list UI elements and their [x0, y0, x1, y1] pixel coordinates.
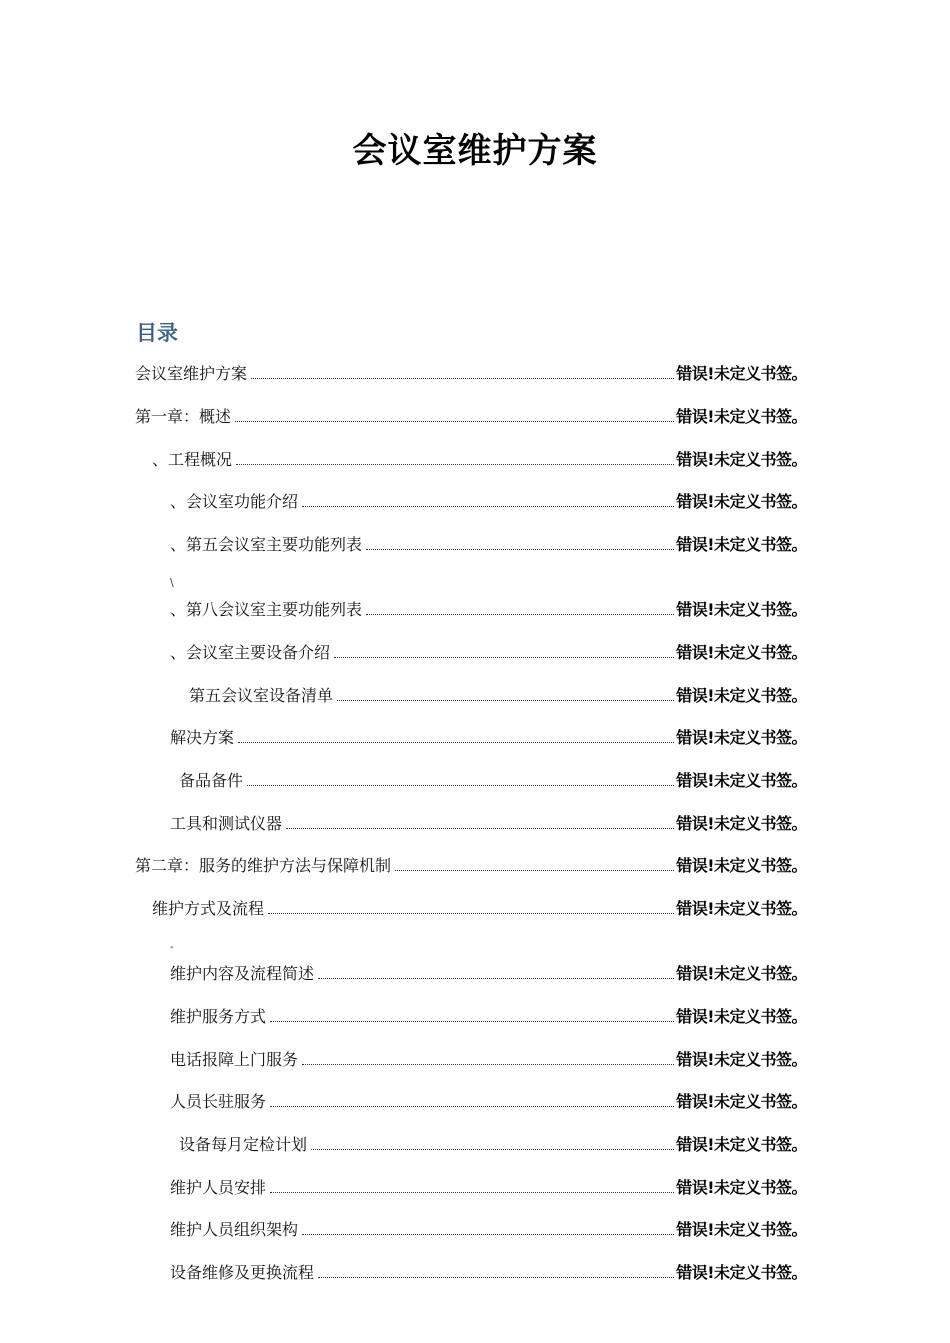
toc-page-reference: 错误!未定义书签。 [676, 1263, 807, 1282]
toc-dot-leader [270, 1021, 674, 1022]
toc-entry-label: 、会议室主要设备介绍 [170, 643, 331, 662]
toc-entry-label: 、会议室功能介绍 [170, 492, 299, 511]
toc-entry[interactable] [152, 445, 807, 471]
toc-page-reference: 错误!未定义书签。 [676, 728, 807, 747]
toc-dot-leader [286, 828, 674, 829]
toc-entry-label: 电话报障上门服务 [170, 1050, 299, 1069]
toc-entry[interactable] [170, 723, 807, 749]
toc-page-reference: 错误!未定义书签。 [676, 771, 807, 790]
toc-entry-label: 、工程概况 [152, 450, 233, 469]
toc-dot-leader [395, 870, 674, 871]
toc-page-reference: 错误!未定义书签。 [676, 407, 807, 426]
toc-entry[interactable] [170, 1258, 807, 1284]
toc-entry-label: 工具和测试仪器 [170, 814, 283, 833]
toc-page-reference: 错误!未定义书签。 [676, 686, 807, 705]
toc-dot-leader [334, 657, 674, 658]
toc-dot-leader [270, 1106, 674, 1107]
toc-dot-leader [238, 742, 674, 743]
toc-entry[interactable] [170, 530, 807, 556]
toc-entry-label: 第二章：服务的维护方法与保障机制 [135, 856, 392, 875]
toc-entry[interactable] [170, 1045, 807, 1071]
toc-entry[interactable] [135, 359, 807, 385]
toc-entry-label: 人员长驻服务 [170, 1092, 267, 1111]
toc-entry[interactable] [170, 595, 807, 621]
toc-entry-label: 设备维修及更换流程 [170, 1263, 315, 1282]
toc-dot-leader [302, 1234, 674, 1235]
toc-entry[interactable] [179, 766, 807, 792]
toc-entry[interactable] [170, 638, 807, 664]
toc-entry[interactable] [170, 1173, 807, 1199]
toc-entry-label: 第五会议室设备清单 [189, 686, 334, 705]
toc-entry[interactable] [179, 1130, 807, 1156]
toc-page-reference: 错误!未定义书签。 [676, 1178, 807, 1197]
toc-dot-leader [318, 1277, 674, 1278]
toc-entry-label: 第一章：概述 [135, 407, 232, 426]
toc-dot-leader [251, 378, 674, 379]
toc-entry-label: 、第五会议室主要功能列表 [170, 535, 363, 554]
toc-dot-leader [337, 700, 674, 701]
toc-entry[interactable] [135, 851, 807, 877]
toc-dot-leader [302, 506, 674, 507]
toc-page-reference: 错误!未定义书签。 [676, 492, 807, 511]
toc-entry[interactable] [170, 1087, 807, 1113]
toc-page-reference: 错误!未定义书签。 [676, 450, 807, 469]
toc-page-reference: 错误!未定义书签。 [676, 364, 807, 383]
toc-dot-leader [235, 421, 674, 422]
toc-dot-leader [366, 549, 674, 550]
toc-page-reference: 错误!未定义书签。 [676, 899, 807, 918]
toc-entry-label: 维护人员组织架构 [170, 1220, 299, 1239]
toc-entry-label: 维护服务方式 [170, 1007, 267, 1026]
toc-entry[interactable] [135, 402, 807, 428]
toc-dot-leader [268, 913, 674, 914]
toc-page-reference: 错误!未定义书签。 [676, 1092, 807, 1111]
document-title: 会议室维护方案 [352, 131, 598, 171]
toc-dot-leader [311, 1149, 674, 1150]
toc-entry-label: 维护人员安排 [170, 1178, 267, 1197]
toc-page-reference: 错误!未定义书签。 [676, 814, 807, 833]
toc-entry[interactable] [170, 1215, 807, 1241]
toc-page-reference: 错误!未定义书签。 [676, 1220, 807, 1239]
toc-entry-label: 设备每月定检计划 [179, 1135, 308, 1154]
toc-entry-label: 会议室维护方案 [135, 364, 248, 383]
toc-heading: 目录 [136, 321, 178, 345]
stray-mark: - [170, 940, 174, 953]
toc-entry[interactable] [170, 959, 807, 985]
toc-entry-label: 维护内容及流程简述 [170, 964, 315, 983]
toc-entry[interactable] [152, 894, 807, 920]
toc-page-reference: 错误!未定义书签。 [676, 1050, 807, 1069]
toc-dot-leader [366, 614, 674, 615]
toc-page-reference: 错误!未定义书签。 [676, 964, 807, 983]
toc-entry[interactable] [170, 487, 807, 513]
toc-dot-leader [318, 978, 674, 979]
toc-dot-leader [270, 1192, 674, 1193]
toc-page-reference: 错误!未定义书签。 [676, 1135, 807, 1154]
toc-dot-leader [302, 1064, 674, 1065]
toc-page-reference: 错误!未定义书签。 [676, 600, 807, 619]
toc-page-reference: 错误!未定义书签。 [676, 535, 807, 554]
toc-entry-label: 备品备件 [179, 771, 244, 790]
toc-entry-label: 解决方案 [170, 728, 235, 747]
toc-entry-label: 维护方式及流程 [152, 899, 265, 918]
toc-dot-leader [247, 785, 674, 786]
toc-entry[interactable] [170, 809, 807, 835]
toc-entry-label: 、第八会议室主要功能列表 [170, 600, 363, 619]
toc-entry[interactable] [189, 681, 807, 707]
toc-page-reference: 错误!未定义书签。 [676, 1007, 807, 1026]
toc-page-reference: 错误!未定义书签。 [676, 856, 807, 875]
stray-mark: \ [170, 576, 174, 589]
toc-entry[interactable] [170, 1002, 807, 1028]
toc-page-reference: 错误!未定义书签。 [676, 643, 807, 662]
toc-dot-leader [236, 464, 674, 465]
